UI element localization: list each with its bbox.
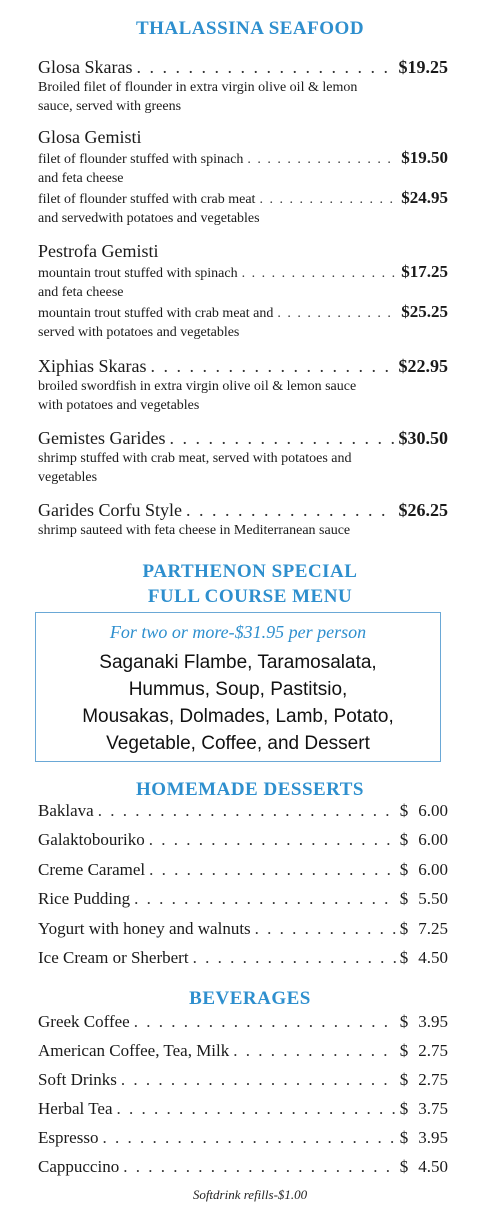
special-menu-box (35, 612, 441, 762)
special-course-line: Mousakas, Dolmades, Lamb, Potato, (82, 706, 394, 727)
option-price: $24.95 (401, 188, 448, 207)
item-name: Soft Drinks (38, 1070, 117, 1089)
menu-item-dessert (38, 829, 448, 851)
beverages-section-title: BEVERAGES (189, 988, 311, 1009)
item-price (400, 1156, 448, 1178)
option-text: mountain trout stuffed with spinach (38, 266, 238, 281)
price-amount: 6.00 (418, 860, 448, 879)
desserts-section-title: HOMEMADE DESSERTS (136, 779, 364, 800)
leader-dots (116, 1098, 395, 1120)
item-name: Yogurt with honey and walnuts (38, 919, 251, 938)
item-price (400, 888, 448, 910)
menu-item-beverage (38, 1040, 448, 1062)
price-amount: 7.25 (418, 919, 448, 938)
menu-item-beverage (38, 1127, 448, 1149)
menu-item-gemistes-garides (38, 427, 448, 487)
item-name: Pestrofa Gemisti (38, 241, 159, 261)
price-amount: 3.75 (418, 1099, 448, 1118)
option-text-cont: served with potatoes and vegetables (38, 325, 240, 340)
leader-dots (259, 190, 397, 209)
leader-dots (149, 859, 396, 881)
item-name: Espresso (38, 1128, 99, 1147)
item-price (400, 1098, 448, 1120)
option-text: filet of flounder stuffed with spinach (38, 152, 244, 167)
leader-dots (233, 1040, 395, 1062)
leader-dots (277, 304, 397, 323)
leader-dots (134, 1011, 396, 1033)
item-price (400, 947, 448, 969)
item-price (400, 1069, 448, 1091)
item-name: Galaktobouriko (38, 830, 145, 849)
item-description: shrimp stuffed with crab meat, served with potatoes and (38, 451, 352, 466)
special-title-line2: FULL COURSE MENU (147, 586, 353, 607)
menu-item-dessert (38, 918, 448, 940)
leader-dots (134, 888, 396, 910)
item-name: Xiphias Skaras (38, 356, 147, 376)
leader-dots (123, 1156, 396, 1178)
leader-dots (150, 355, 394, 377)
item-name: Glosa Gemisti (38, 127, 142, 147)
leader-dots (169, 427, 394, 449)
leader-dots (102, 1127, 395, 1149)
item-name: Greek Coffee (38, 1012, 130, 1031)
menu-item-glosa-skaras (38, 56, 448, 116)
leader-dots (247, 150, 397, 169)
menu-item-beverage (38, 1156, 448, 1178)
menu-item-dessert (38, 947, 448, 969)
price-amount: 3.95 (418, 1128, 448, 1147)
leader-dots (136, 56, 394, 78)
item-name: Baklava (38, 801, 94, 820)
leader-dots (255, 918, 396, 940)
menu-item-pestrofa-gemisti (38, 240, 448, 342)
item-description: Broiled filet of flounder in extra virgin olive oil & lemon (38, 80, 358, 95)
menu-item-garides-corfu (38, 499, 448, 540)
special-course-line: Saganaki Flambe, Taramosalata, (99, 652, 377, 673)
item-price (400, 859, 448, 881)
special-course-list (36, 649, 440, 757)
leader-dots (242, 264, 398, 283)
refill-footnote: Softdrink refills-$1.00 (192, 1187, 308, 1202)
currency-symbol: $ (399, 830, 409, 849)
leader-dots (186, 499, 395, 521)
item-name: Ice Cream or Sherbert (38, 948, 189, 967)
menu-item-dessert (38, 888, 448, 910)
item-price (400, 1127, 448, 1149)
price-amount: 4.50 (418, 948, 448, 967)
leader-dots (149, 829, 396, 851)
item-name: Herbal Tea (38, 1099, 113, 1118)
item-name: Rice Pudding (38, 889, 131, 908)
currency-symbol: $ (399, 1157, 409, 1176)
price-amount: 6.00 (418, 801, 448, 820)
price-amount: 2.75 (418, 1070, 448, 1089)
option-text: filet of flounder stuffed with crab meat (38, 192, 256, 207)
currency-symbol: $ (399, 919, 409, 938)
item-name: Garides Corfu Style (38, 500, 182, 520)
menu-item-beverage (38, 1069, 448, 1091)
currency-symbol: $ (399, 1070, 409, 1089)
seafood-section-title: THALASSINA SEAFOOD (135, 18, 365, 39)
item-price (400, 1011, 448, 1033)
item-price: $19.25 (398, 57, 448, 77)
option-price: $19.50 (401, 148, 448, 167)
option-text-cont: and feta cheese (38, 285, 124, 300)
leader-dots (98, 800, 396, 822)
currency-symbol: $ (399, 948, 409, 967)
leader-dots (121, 1069, 396, 1091)
currency-symbol: $ (399, 1012, 409, 1031)
price-amount: 3.95 (418, 1012, 448, 1031)
currency-symbol: $ (399, 1041, 409, 1060)
currency-symbol: $ (399, 801, 409, 820)
menu-item-dessert (38, 800, 448, 822)
item-description: vegetables (38, 470, 98, 485)
option-price: $17.25 (401, 262, 448, 281)
menu-item-beverage (38, 1098, 448, 1120)
item-description: broiled swordfish in extra virgin olive oil & lemon sauce (38, 379, 357, 394)
option-price: $25.25 (401, 302, 448, 321)
price-amount: 5.50 (418, 889, 448, 908)
menu-item-xiphias-skaras (38, 355, 448, 415)
item-name: American Coffee, Tea, Milk (38, 1041, 230, 1060)
item-price: $22.95 (398, 356, 448, 376)
special-price-subtitle: For two or more-$31.95 per person (109, 622, 367, 642)
price-amount: 2.75 (418, 1041, 448, 1060)
item-name: Cappuccino (38, 1157, 120, 1176)
currency-symbol: $ (399, 889, 409, 908)
menu-item-dessert (38, 859, 448, 881)
menu-item-beverage (38, 1011, 448, 1033)
item-description: sauce, served with greens (38, 99, 182, 114)
menu-item-glosa-gemisti (38, 126, 448, 228)
item-name: Gemistes Garides (38, 428, 166, 448)
item-price (400, 918, 448, 940)
item-name: Creme Caramel (38, 860, 146, 879)
option-text-cont: and feta cheese (38, 171, 124, 186)
option-text-cont: and servedwith potatoes and vegetables (38, 211, 260, 226)
special-title-line1: PARTHENON SPECIAL (142, 561, 358, 582)
special-course-line: Hummus, Soup, Pastitsio, (128, 679, 348, 700)
leader-dots (193, 947, 396, 969)
item-description: shrimp sauteed with feta cheese in Mediterranean sauce (38, 523, 351, 538)
currency-symbol: $ (399, 1099, 409, 1118)
price-amount: 4.50 (418, 1157, 448, 1176)
currency-symbol: $ (399, 1128, 409, 1147)
item-price: $26.25 (398, 500, 448, 520)
special-course-line: Vegetable, Coffee, and Dessert (106, 733, 370, 754)
currency-symbol: $ (399, 860, 409, 879)
item-price: $30.50 (398, 428, 448, 448)
item-price (400, 829, 448, 851)
item-description: with potatoes and vegetables (38, 398, 200, 413)
item-name: Glosa Skaras (38, 57, 133, 77)
item-price (400, 800, 448, 822)
price-amount: 6.00 (418, 830, 448, 849)
option-text: mountain trout stuffed with crab meat and (38, 306, 274, 321)
item-price (400, 1040, 448, 1062)
